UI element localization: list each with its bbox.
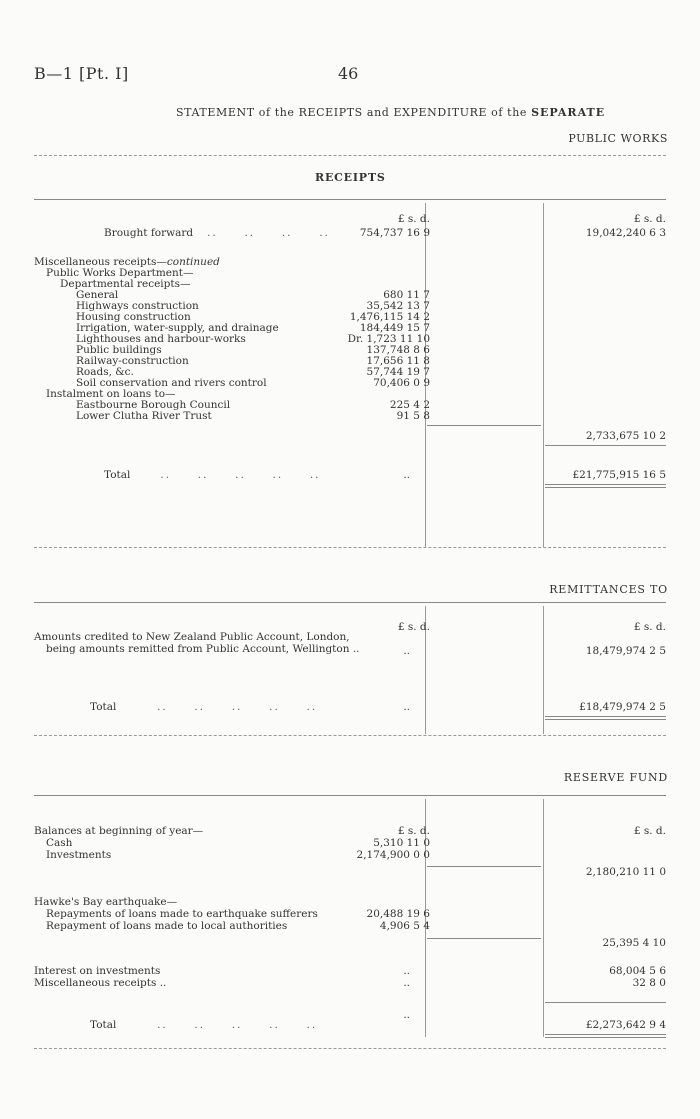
divider [34,735,666,736]
misc-receipts-label: Miscellaneous receipts—continued [34,256,220,268]
total-rule [545,484,666,485]
repayment-sufferers-value: 20,488 19 6 [366,908,430,920]
receipt-item-label: Public buildings [76,344,162,356]
receipts-total-dots: .. [403,469,410,481]
subtotal-rule [427,866,541,867]
total-rule [545,1037,666,1038]
total-rule [545,719,666,720]
subtotal-rule [545,1002,666,1003]
receipt-item-label: Roads, &c. [76,366,134,378]
cash-value: 5,310 11 0 [373,837,430,849]
divider [34,1048,666,1049]
receipts-total-value: £21,775,915 16 5 [572,469,666,481]
receipt-item-value: 137,748 8 6 [366,344,430,356]
statement-title: STATEMENT of the RECEIPTS and EXPENDITURE of the SEPARATE [176,106,606,119]
receipt-item-value: 17,656 11 8 [366,355,430,367]
remittances-total-dots: .. [403,701,410,713]
divider [34,199,666,200]
receipt-item-label: Soil conservation and rivers control [76,377,267,389]
brought-forward-label: Brought forward .. .. .. .. [104,227,330,239]
remittance-line1: Amounts credited to New Zealand Public Account, London, [34,631,350,643]
reserve-fund-heading: RESERVE FUND [563,771,668,784]
total-rule [545,1034,666,1035]
column-divider [543,606,544,734]
divider [34,602,666,603]
remittance-value: 18,479,974 2 5 [585,645,666,657]
receipt-item-value: 184,449 15 7 [359,322,430,334]
misc-receipts-dots: .. [403,977,410,989]
receipt-item-value: 1,476,115 14 2 [349,311,430,323]
reserve-total-label: Total .. .. .. .. .. [90,1019,318,1031]
receipts-subtotal: 2,733,675 10 2 [585,430,666,442]
investments-label: Investments [46,849,112,861]
divider [34,547,666,548]
instalment-label: Instalment on loans to— [46,388,176,400]
remittance-dots: .. [403,645,410,657]
balances-total: 2,180,210 11 0 [585,866,666,878]
page-number: 46 [338,64,359,83]
total-rule [545,487,666,488]
receipts-heading: RECEIPTS [315,171,386,184]
remittances-heading: REMITTANCES TO [549,583,668,596]
repayment-sufferers-label: Repayments of loans made to earthquake sufferers [46,908,318,920]
remittances-total-value: £18,479,974 2 5 [579,701,666,713]
reserve-total-value: £2,273,642 9 4 [585,1019,666,1031]
subtotal-rule [427,938,541,939]
balances-label: Balances at beginning of year— [34,825,204,837]
receipt-item-value: 70,406 0 9 [373,377,430,389]
receipt-item-label: Highways construction [76,300,199,312]
loan-item-label: Eastbourne Borough Council [76,399,231,411]
divider [34,795,666,796]
receipt-item-value: 57,744 19 7 [366,366,430,378]
receipt-item-label: General [76,289,119,301]
remittances-total-label: Total .. .. .. .. .. [90,701,318,713]
receipt-item-value: Dr. 1,723 11 10 [347,333,430,345]
repayment-authorities-label: Repayment of loans made to local authorities [46,920,288,932]
receipts-total-label: Total .. .. .. .. .. [104,469,321,481]
column-divider [543,203,544,547]
hawkes-bay-label: Hawke's Bay earthquake— [34,896,178,908]
subtotal-rule [427,425,541,426]
divider [34,155,666,156]
remittance-line2: being amounts remitted from Public Account, Wellington .. [46,643,360,655]
receipt-item-label: Irrigation, water-supply, and drainage [76,322,279,334]
cash-label: Cash [46,837,73,849]
investments-value: 2,174,900 0 0 [356,849,430,861]
pwd-label: Public Works Department— [46,267,194,279]
loan-item-label: Lower Clutha River Trust [76,410,212,422]
column-header-total: £ s. d. [633,621,666,633]
column-header-total: £ s. d. [633,213,666,225]
column-header-amount: £ s. d. [397,213,430,225]
interest-dots: .. [403,965,410,977]
interest-label: Interest on investments [34,965,161,977]
repayment-authorities-value: 4,906 5 4 [379,920,430,932]
column-header-amount: £ s. d. [397,825,430,837]
loan-item-value: 225 4 2 [389,399,430,411]
receipt-item-label: Lighthouses and harbour-works [76,333,246,345]
receipt-item-label: Housing construction [76,311,191,323]
column-header-total: £ s. d. [633,825,666,837]
subtotal-rule [545,445,666,446]
column-divider [543,799,544,1037]
reserve-total-dots: .. [403,1009,410,1021]
misc-receipts-reserve-label: Miscellaneous receipts .. [34,977,167,989]
receipt-item-label: Railway-construction [76,355,189,367]
receipt-item-value: 680 11 7 [383,289,430,301]
total-rule [545,716,666,717]
report-reference: B—1 [Pt. I] [34,64,129,83]
brought-forward-total: 19,042,240 6 3 [585,227,666,239]
column-header-amount: £ s. d. [397,621,430,633]
interest-value: 68,004 5 6 [609,965,666,977]
receipt-item-value: 35,542 13 7 [366,300,430,312]
dept-receipts-label: Departmental receipts— [60,278,191,290]
statement-subtitle: PUBLIC WORKS [568,132,668,145]
loan-item-value: 91 5 8 [396,410,430,422]
misc-receipts-value: 32 8 0 [632,977,666,989]
hawkes-bay-total: 25,395 4 10 [602,937,666,949]
brought-forward-amount: 754,737 16 9 [359,227,430,239]
